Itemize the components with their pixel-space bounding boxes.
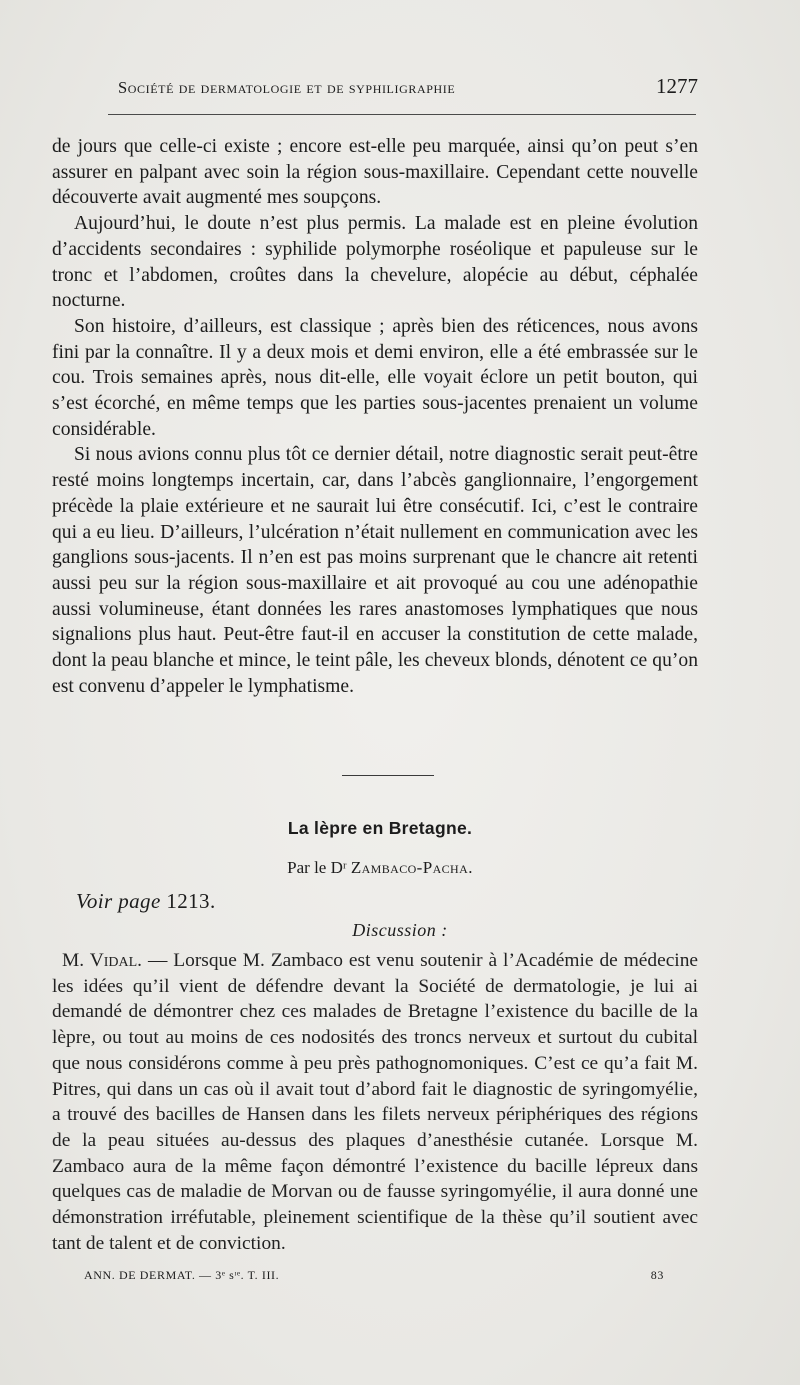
see-page-label: Voir page (76, 889, 161, 913)
discussion-text (52, 948, 698, 1256)
running-header (118, 74, 698, 99)
discussion-body: — Lorsque M. Zambaco est venu soutenir à l’Académie de médecine les idées qu’il vient de défendre devant la Société de dermatologie, je lui ai demandé de démontrer chez ces malades de Bretagne l’existence du bacille de la lèpre, ou tout au moins de ces nodosités des troncs nerveux et surtout du cubital que nous considérons comme à peu près pathognomoniques. C’est ce qu’a fait M. Pitres, qui dans un cas où il avait tout d’abord fait le diagnostic de syringomyélie, a trouvé des bacilles de Hansen dans les filets nerveux périphériques des régions de la peau situées au-dessus des plaques d’anesthésie cutanée. Lorsque M. Zambaco aura de la même façon démontré l’existence du bacille lépreux dans quelques cas de maladie de Morvan ou de fausse syringomyélie, il aura donné une démonstration irréfutable, pleinement scientifique de la thèse qu’il soutient avec tant de talent et de conviction. (52, 950, 698, 1254)
body-paragraph: Aujourd’hui, le doute n’est plus permis. La malade est en pleine évolution d’accidents secondaires : syphilide polymorphe roséolique et papuleuse sur le tronc et l’abdomen, croûtes dans la chevelure, alopécie au début, céphalée nocturne. (52, 213, 698, 312)
see-page-number: 1213. (166, 889, 216, 913)
see-page-reference (76, 889, 216, 914)
body-paragraph: Si nous avions connu plus tôt ce dernier détail, notre diagnostic serait peut-être resté moins longtemps incertain, car, dans l’abcès ganglionnaire, l’engorgement précède la plaie extérieure et ne saurait lui être consécutif. Ici, c’est le contraire qui a eu lieu. D’ailleurs, l’ulcération n’était nullement en communication avec les ganglions sous-jacents. Il n’en est pas moins surprenant que le chancre ait retenti aussi peu sur la région sous-maxillaire et ait provoqué au cou une adénopathie aussi volumineuse, étant données les rares anastomoses lymphatiques que nous signalions plus haut. Peut-être faut-il en accuser la constitution de cette malade, dont la peau blanche et mince, le teint pâle, les cheveux blonds, dénotent ce qu’on est convenu d’appeler le lymphatisme. (52, 444, 698, 697)
byline-author: Zambaco-Pacha. (350, 858, 473, 877)
body-paragraph: de jours que celle-ci existe ; encore est-elle peu marquée, ainsi qu’on peut s’en assurer en palpant avec soin la région sous-maxillaire. Cependant cette nouvelle découverte avait augmenté mes soupçons. (52, 136, 698, 209)
article-title: La lèpre en Bretagne. (287, 818, 473, 838)
discussion-paragraph (52, 948, 698, 1256)
footer-journal-ref: ANN. DE DERMAT. — 3ᵉ sᶦᵉ. T. III. (84, 1268, 280, 1282)
page-number: 1277 (656, 74, 698, 98)
discussion-speaker: M. Vidal. (62, 950, 142, 971)
byline-prefix: Par le Dʳ (287, 858, 347, 877)
body-text (52, 134, 698, 699)
running-title: Société de dermatologie et de syphiligraphie (118, 78, 456, 97)
header-rule (108, 114, 696, 115)
page-footer (84, 1268, 664, 1283)
discussion-heading: Discussion : (352, 920, 448, 940)
body-paragraph: Son histoire, d’ailleurs, est classique ; après bien des réticences, nous avons fini par la connaître. Il y a deux mois et demi environ, elle a été embrassée sur le cou. Trois semaines après, nous dit-elle, elle voyait éclore un petit bouton, qui s’est écorché, en même temps que les parties sous-jacentes prenaient un volume considérable. (52, 315, 698, 440)
article-byline (0, 858, 760, 878)
footer-signature-number: 83 (650, 1268, 664, 1282)
section-divider (342, 775, 434, 776)
